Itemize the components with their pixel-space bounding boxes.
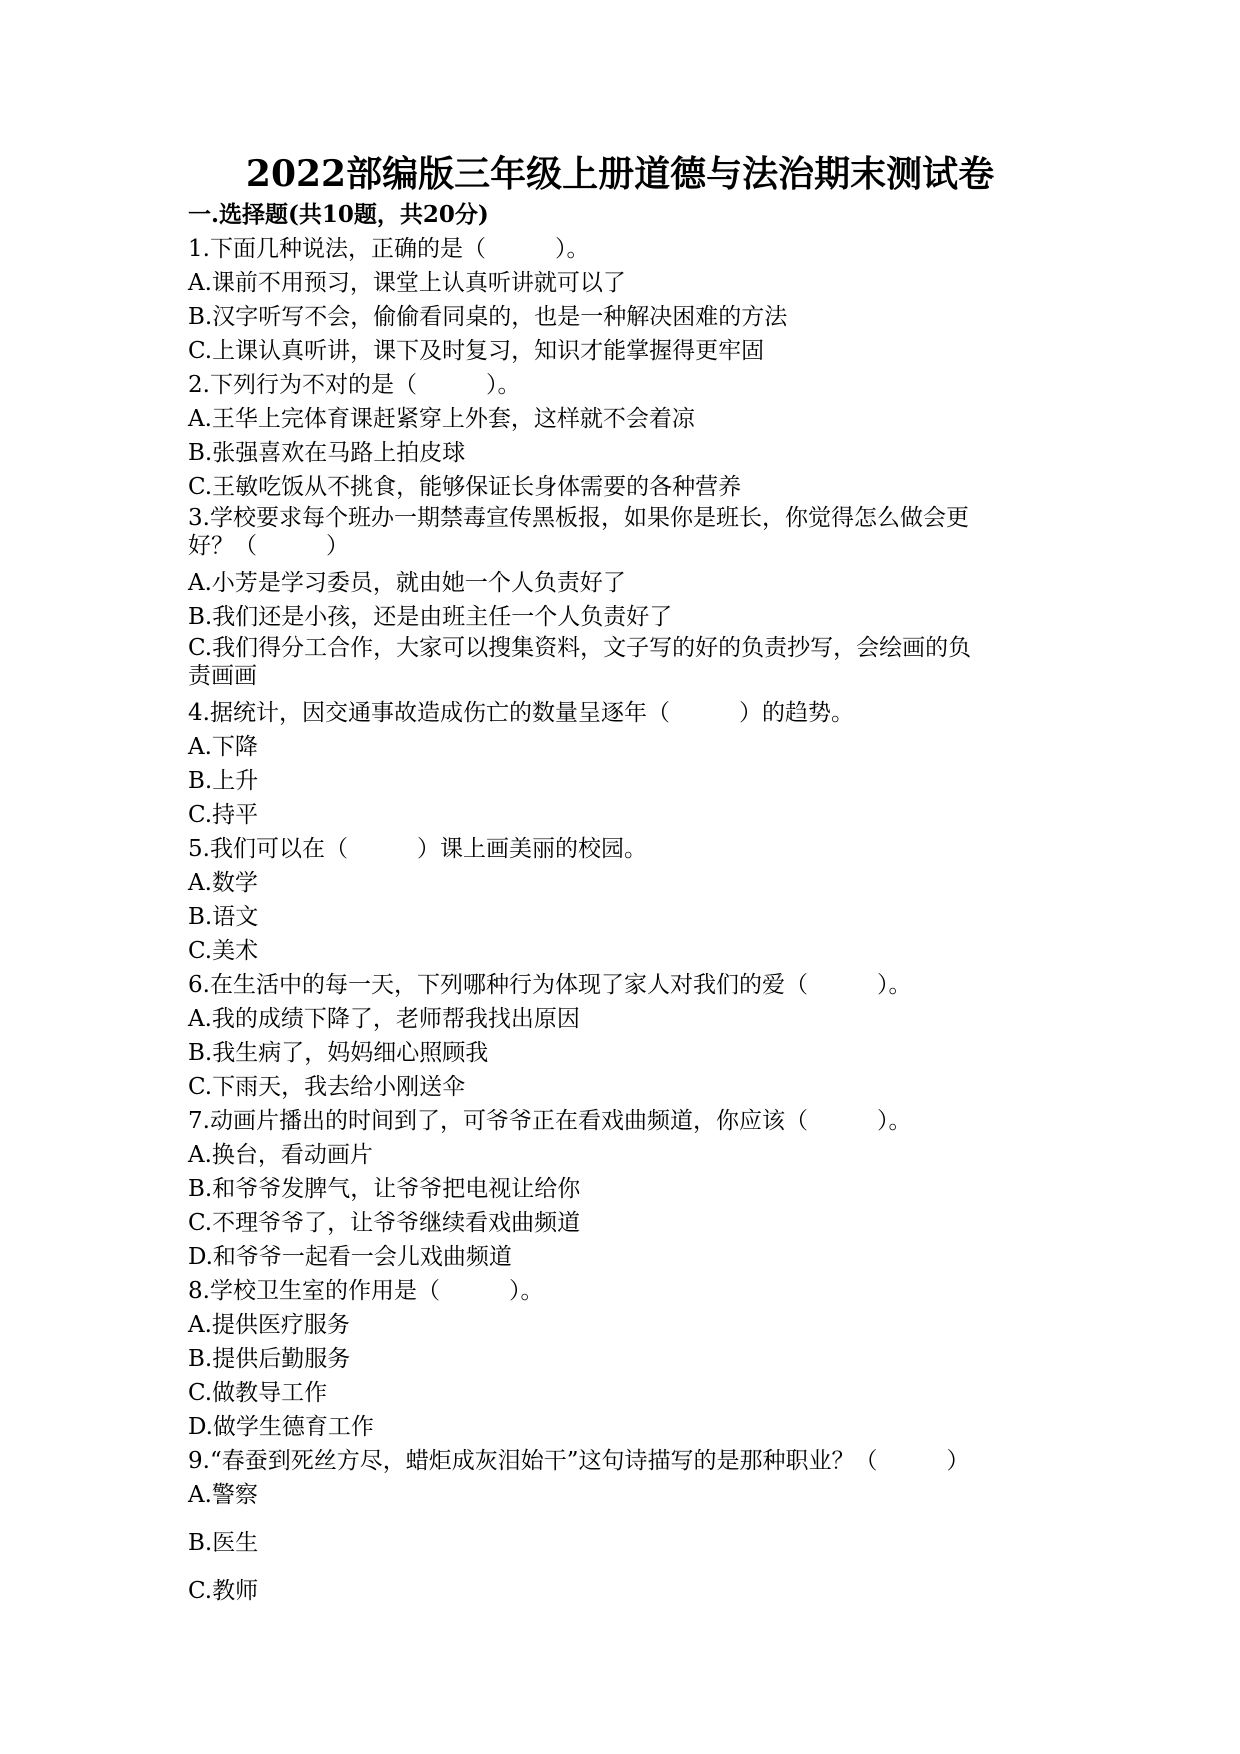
question-stem: 5.我们可以在（ ）课上画美丽的校园。 — [188, 836, 647, 862]
option-c: C.不理爷爷了，让爷爷继续看戏曲频道 — [188, 1210, 581, 1236]
option-a: A.王华上完体育课赶紧穿上外套，这样就不会着凉 — [188, 406, 695, 432]
option-b: B.和爷爷发脾气，让爷爷把电视让给你 — [188, 1176, 581, 1202]
option-a: A.换台，看动画片 — [188, 1142, 373, 1168]
option-a: A.小芳是学习委员，就由她一个人负责好了 — [188, 570, 626, 596]
question-8 — [188, 1274, 1048, 1444]
option-c: C.王敏吃饭从不挑食，能够保证长身体需要的各种营养 — [188, 474, 742, 500]
option-a: A.下降 — [188, 734, 258, 760]
option-c: C.做教导工作 — [188, 1380, 328, 1406]
option-b: B.我们还是小孩，还是由班主任一个人负责好了 — [188, 604, 673, 630]
option-b: B.上升 — [188, 768, 259, 794]
page-title: 2022部编版三年级上册道德与法治期末测试卷 — [245, 153, 995, 195]
option-c: C.教师 — [188, 1578, 259, 1604]
option-c: C.美术 — [188, 938, 259, 964]
question-7 — [188, 1104, 1048, 1274]
section-heading: 一.选择题(共10题，共20分) — [188, 201, 489, 228]
question-3 — [188, 504, 1048, 690]
question-stem: 2.下列行为不对的是（ ）。 — [188, 372, 521, 398]
question-1 — [188, 232, 1048, 368]
option-c: C.下雨天，我去给小刚送伞 — [188, 1074, 466, 1100]
question-stem-line-2: 好？（ ） — [188, 533, 349, 559]
option-b: B.语文 — [188, 904, 259, 930]
option-c: C.持平 — [188, 802, 259, 828]
option-d: D.和爷爷一起看一会儿戏曲频道 — [188, 1244, 512, 1270]
option-b: B.医生 — [188, 1530, 259, 1556]
option-b: B.汉字听写不会，偷偷看同桌的，也是一种解决困难的方法 — [188, 304, 788, 330]
option-b: B.提供后勤服务 — [188, 1346, 351, 1372]
option-c-line-1: C.我们得分工合作，大家可以搜集资料，文子写的好的负责抄写，会绘画的负 — [188, 635, 972, 661]
question-stem: 8.学校卫生室的作用是（ ）。 — [188, 1278, 544, 1304]
option-d: D.做学生德育工作 — [188, 1414, 374, 1440]
question-stem: 4.据统计，因交通事故造成伤亡的数量呈逐年（ ）的趋势。 — [188, 700, 854, 726]
question-stem: 7.动画片播出的时间到了，可爷爷正在看戏曲频道，你应该（ ）。 — [188, 1108, 912, 1134]
option-a: A.我的成绩下降了，老师帮我找出原因 — [188, 1006, 580, 1032]
question-stem: 1.下面几种说法，正确的是（ ）。 — [188, 236, 590, 262]
question-4 — [188, 696, 1048, 832]
option-c: C.上课认真听讲，课下及时复习，知识才能掌握得更牢固 — [188, 338, 765, 364]
question-2 — [188, 368, 1048, 504]
question-list — [188, 232, 1048, 1608]
option-a: A.警察 — [188, 1482, 258, 1508]
question-stem: 9.“春蚕到死丝方尽，蜡炬成灰泪始干”这句诗描写的是那种职业？（ ） — [188, 1448, 970, 1474]
question-9 — [188, 1444, 1048, 1608]
option-a: A.提供医疗服务 — [188, 1312, 350, 1338]
question-5 — [188, 832, 1048, 968]
option-a: A.数学 — [188, 870, 258, 896]
question-stem-line-1: 3.学校要求每个班办一期禁毒宣传黑板报，如果你是班长，你觉得怎么做会更 — [188, 505, 969, 531]
option-b: B.我生病了，妈妈细心照顾我 — [188, 1040, 489, 1066]
option-a: A.课前不用预习，课堂上认真听讲就可以了 — [188, 270, 626, 296]
option-c-line-2: 责画画 — [188, 663, 257, 689]
question-6 — [188, 968, 1048, 1104]
question-stem: 6.在生活中的每一天，下列哪种行为体现了家人对我们的爱（ ）。 — [188, 972, 912, 998]
option-b: B.张强喜欢在马路上拍皮球 — [188, 440, 466, 466]
